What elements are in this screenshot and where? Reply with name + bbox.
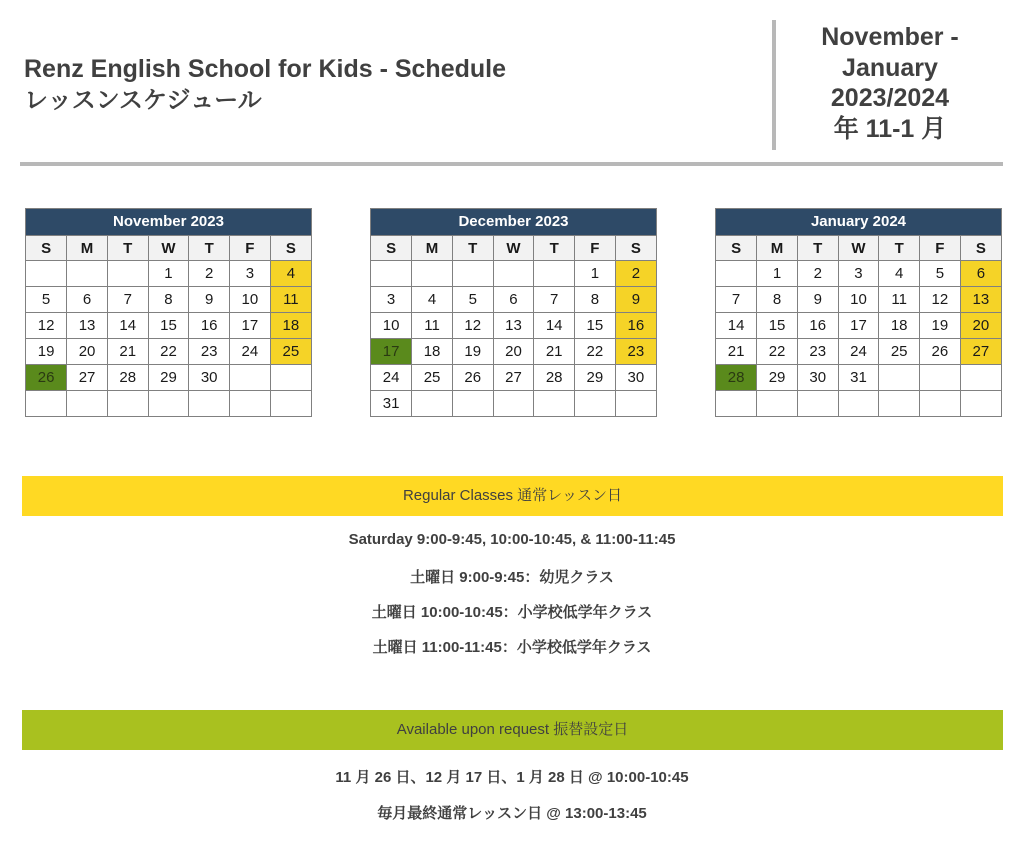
empty-day-cell [107,391,148,417]
week-row [716,261,1001,287]
day-cell: 11 [879,287,920,313]
empty-day-cell [879,365,920,391]
weekday-row [371,236,656,261]
day-cell: 13 [493,313,534,339]
day-cell: 9 [189,287,230,313]
day-cell: 29 [757,365,798,391]
day-cell: 15 [575,313,616,339]
day-cell: 28 [107,365,148,391]
weekday-header: T [107,236,148,261]
day-cell: 2 [797,261,838,287]
day-cell: 21 [107,339,148,365]
regular-class-day: 13 [960,287,1001,313]
empty-day-cell [493,261,534,287]
empty-day-cell [493,391,534,417]
page-title: Renz English School for Kids - Schedule [24,55,506,83]
week-row [716,313,1001,339]
calendar-january-2024 [715,208,1002,417]
week-row [716,365,1001,391]
calendar-title: November 2023 [26,209,311,235]
calendar-november-2023 [25,208,312,417]
regular-schedule-line: 土曜日 9:00-9:45：幼児クラス [410,569,614,586]
day-cell: 16 [797,313,838,339]
available-class-day: 28 [716,365,757,391]
empty-day-cell [452,261,493,287]
weekday-header: F [230,236,271,261]
regular-schedule-line: Saturday 9:00-9:45, 10:00-10:45, & 11:00-11:45 [348,531,676,548]
day-cell: 10 [230,287,271,313]
empty-day-cell [757,391,798,417]
day-cell: 2 [189,261,230,287]
period-line: January [842,53,938,82]
day-cell: 14 [716,313,757,339]
day-cell: 15 [148,313,189,339]
empty-day-cell [920,365,961,391]
day-cell: 30 [797,365,838,391]
day-cell: 18 [879,313,920,339]
empty-day-cell [615,391,656,417]
regular-class-day: 23 [615,339,656,365]
day-cell: 20 [493,339,534,365]
weekday-header: W [838,236,879,261]
regular-class-day: 25 [270,339,311,365]
period-line: 年 11-1 月 [833,114,947,143]
week-row [716,287,1001,313]
weekday-header: S [270,236,311,261]
day-cell: 5 [920,261,961,287]
weekday-header: T [452,236,493,261]
week-row [371,313,656,339]
day-cell: 21 [534,339,575,365]
empty-day-cell [107,261,148,287]
week-row [371,365,656,391]
day-cell: 8 [757,287,798,313]
empty-day-cell [189,391,230,417]
week-row [371,339,656,365]
empty-day-cell [797,391,838,417]
week-row [371,287,656,313]
day-cell: 1 [575,261,616,287]
day-cell: 22 [148,339,189,365]
day-cell: 6 [493,287,534,313]
weekday-header: W [148,236,189,261]
day-cell: 31 [371,391,412,417]
regular-class-day: 16 [615,313,656,339]
regular-class-day: 18 [270,313,311,339]
regular-classes-bar: Regular Classes 通常レッスン日 [22,476,1003,516]
regular-class-day: 4 [270,261,311,287]
week-row [371,261,656,287]
week-row [371,391,656,417]
weekday-header: M [67,236,108,261]
day-cell: 31 [838,365,879,391]
weekday-header: S [716,236,757,261]
day-cell: 22 [575,339,616,365]
empty-day-cell [26,391,67,417]
empty-day-cell [270,391,311,417]
weekday-header: M [412,236,453,261]
day-cell: 8 [575,287,616,313]
day-cell: 19 [920,313,961,339]
day-cell: 13 [67,313,108,339]
day-cell: 24 [371,365,412,391]
empty-day-cell [371,261,412,287]
day-cell: 24 [230,339,271,365]
weekday-header: S [371,236,412,261]
day-cell: 30 [615,365,656,391]
day-cell: 12 [920,287,961,313]
day-cell: 26 [452,365,493,391]
period-line: November - [821,23,959,51]
day-cell: 3 [371,287,412,313]
empty-day-cell [960,391,1001,417]
day-cell: 23 [189,339,230,365]
day-cell: 5 [452,287,493,313]
week-row [26,261,311,287]
day-cell: 23 [797,339,838,365]
week-row [26,287,311,313]
day-cell: 14 [107,313,148,339]
available-class-day: 26 [26,365,67,391]
day-cell: 30 [189,365,230,391]
empty-day-cell [879,391,920,417]
day-cell: 29 [148,365,189,391]
day-cell: 20 [67,339,108,365]
weekday-header: M [757,236,798,261]
week-row [716,391,1001,417]
empty-day-cell [67,391,108,417]
calendar-title: December 2023 [371,209,656,235]
empty-day-cell [960,365,1001,391]
week-row [26,391,311,417]
regular-class-day: 2 [615,261,656,287]
empty-day-cell [230,391,271,417]
regular-schedule-line: 土曜日 10:00-10:45：小学校低学年クラス [371,604,653,621]
header-divider [772,20,776,150]
weekday-header: F [920,236,961,261]
weekday-row [716,236,1001,261]
calendar-december-2023 [370,208,657,417]
day-cell: 7 [107,287,148,313]
day-cell: 4 [879,261,920,287]
week-row [26,339,311,365]
day-cell: 29 [575,365,616,391]
day-cell: 1 [757,261,798,287]
available-upon-request-bar: Available upon request 振替設定日 [22,710,1003,750]
day-cell: 16 [189,313,230,339]
day-cell: 18 [412,339,453,365]
day-cell: 17 [838,313,879,339]
day-cell: 12 [26,313,67,339]
day-cell: 22 [757,339,798,365]
empty-day-cell [452,391,493,417]
empty-day-cell [920,391,961,417]
day-cell: 15 [757,313,798,339]
page-subtitle: レッスンスケジュール [24,87,262,114]
day-cell: 4 [412,287,453,313]
day-cell: 27 [67,365,108,391]
empty-day-cell [148,391,189,417]
available-schedule-line: 11 月 26 日、12 月 17 日、1 月 28 日 @ 10:00-10:45 [335,769,689,786]
weekday-header: T [534,236,575,261]
regular-class-day: 9 [615,287,656,313]
regular-class-day: 6 [960,261,1001,287]
week-row [716,339,1001,365]
schedule-period [780,22,1000,144]
period-line: 2023/2024 [830,84,950,112]
day-cell: 24 [838,339,879,365]
regular-class-day: 11 [270,287,311,313]
weekday-header: S [26,236,67,261]
empty-day-cell [230,365,271,391]
day-cell: 9 [797,287,838,313]
weekday-header: T [879,236,920,261]
week-row [26,365,311,391]
calendar-grid [716,235,1001,416]
empty-day-cell [534,261,575,287]
day-cell: 19 [26,339,67,365]
day-cell: 7 [534,287,575,313]
day-cell: 6 [67,287,108,313]
regular-schedule-line: 土曜日 11:00-11:45：小学校低学年クラス [372,639,652,656]
day-cell: 1 [148,261,189,287]
header-rule [20,162,1003,166]
day-cell: 26 [920,339,961,365]
weekday-header: T [189,236,230,261]
day-cell: 11 [412,313,453,339]
day-cell: 3 [230,261,271,287]
day-cell: 25 [412,365,453,391]
day-cell: 8 [148,287,189,313]
empty-day-cell [412,261,453,287]
available-class-day: 17 [371,339,412,365]
empty-day-cell [716,391,757,417]
weekday-row [26,236,311,261]
calendar-title: January 2024 [716,209,1001,235]
regular-class-day: 27 [960,339,1001,365]
empty-day-cell [270,365,311,391]
calendar-grid [26,235,311,416]
day-cell: 25 [879,339,920,365]
week-row [26,313,311,339]
weekday-header: T [797,236,838,261]
day-cell: 5 [26,287,67,313]
day-cell: 17 [230,313,271,339]
empty-day-cell [575,391,616,417]
weekday-header: S [960,236,1001,261]
day-cell: 10 [371,313,412,339]
day-cell: 14 [534,313,575,339]
empty-day-cell [67,261,108,287]
day-cell: 7 [716,287,757,313]
regular-class-day: 20 [960,313,1001,339]
calendar-grid [371,235,656,416]
day-cell: 10 [838,287,879,313]
empty-day-cell [838,391,879,417]
day-cell: 21 [716,339,757,365]
day-cell: 12 [452,313,493,339]
day-cell: 19 [452,339,493,365]
empty-day-cell [534,391,575,417]
day-cell: 3 [838,261,879,287]
weekday-header: W [493,236,534,261]
empty-day-cell [26,261,67,287]
weekday-header: S [615,236,656,261]
empty-day-cell [716,261,757,287]
empty-day-cell [412,391,453,417]
available-schedule-line: 毎月最終通常レッスン日 @ 13:00-13:45 [377,805,647,822]
day-cell: 27 [493,365,534,391]
weekday-header: F [575,236,616,261]
day-cell: 28 [534,365,575,391]
